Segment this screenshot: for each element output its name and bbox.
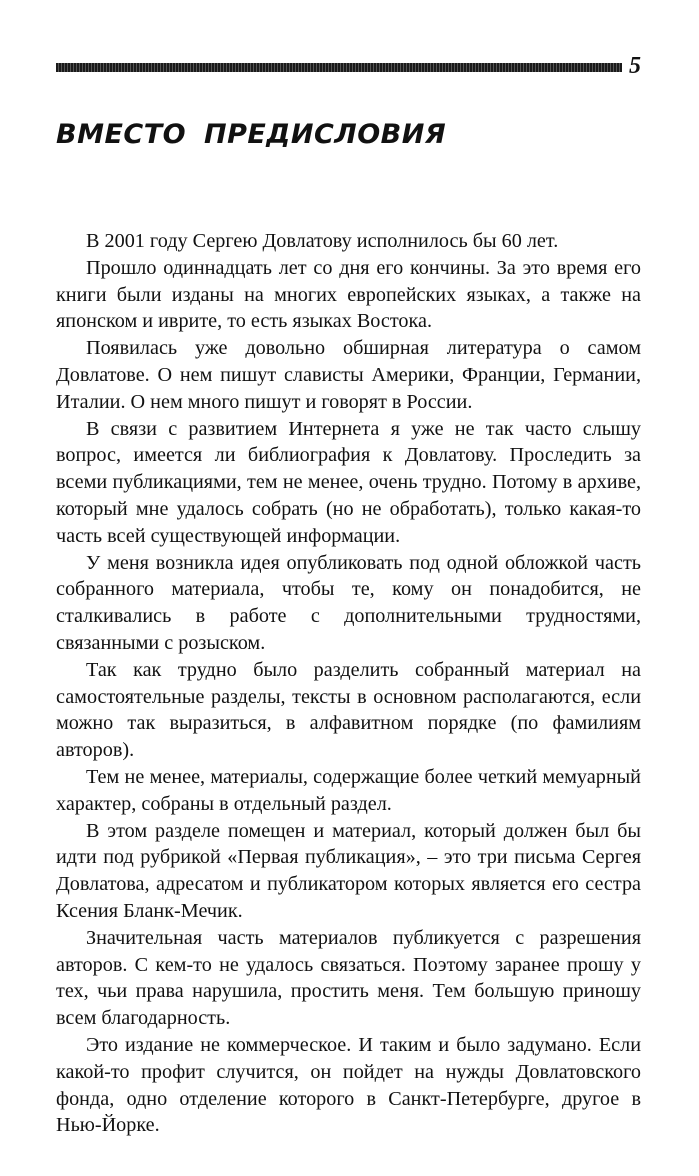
chapter-title: ВМЕСТО ПРЕДИСЛОВИЯ <box>56 119 447 150</box>
paragraph: Значительная часть материалов публикуется с разрешения авторов. С кем-то не удалось связаться. Поэтому заранее прошу у тех, чьи права нарушила, простить меня. Тем большую приношу всем благодарность. <box>56 926 641 1030</box>
paragraph: В этом разделе помещен и материал, который должен был бы идти под рубрикой «Первая публикация», – это три письма Сергея Довлатова, адресатом и публикатором которых является его сестра Ксения Бланк-Мечик. <box>56 819 641 922</box>
paragraph: Появилась уже довольно обширная литература о самом Довлатове. О нем пишут слависты Америки, Франции, Германии, Италии. О нем много пишут и говорят в России. <box>56 337 641 413</box>
paragraph: У меня возникла идея опубликовать под одной обложкой часть собранного материала, чтобы те, кому он понадобится, не сталкивались в работе с дополнительными трудностями, связанными с розыском. <box>56 551 641 654</box>
body-text <box>56 228 641 1139</box>
paragraph: Это издание не коммерческое. И таким и было задумано. Если какой-то профит случится, он пойдет на нужды Довлатовского фонда, одно отделение которого в Санкт-Петербурге, другое в Нью-Йорке. <box>56 1033 641 1137</box>
paragraph: В 2001 году Сергею Довлатову исполнилось бы 60 лет. <box>86 230 559 252</box>
paragraph: Прошло одиннадцать лет со дня его кончины. За это время его книги были изданы на многих европейских языках, а также на японском и иврите, то есть языках Востока. <box>56 256 641 333</box>
page-number: 5 <box>629 53 641 79</box>
paragraph: Тем не менее, материалы, содержащие более четкий мемуарный характер, собраны в отдельный раздел. <box>56 765 641 815</box>
header-rule <box>56 63 622 72</box>
paragraph: В связи с развитием Интернета я уже не так часто слышу вопрос, имеется ли библиография к Довлатову. Проследить за всеми публикациями, тем не менее, очень трудно. Потому в архиве, который мне удалось собрать (но не обработать), только какая-то часть всей существующей информации. <box>56 417 641 547</box>
paragraph: Так как трудно было разделить собранный материал на самостоятельные разделы, тексты в основном располагаются, если можно так выразиться, в алфавитном порядке (по фамилиям авторов). <box>56 658 641 762</box>
